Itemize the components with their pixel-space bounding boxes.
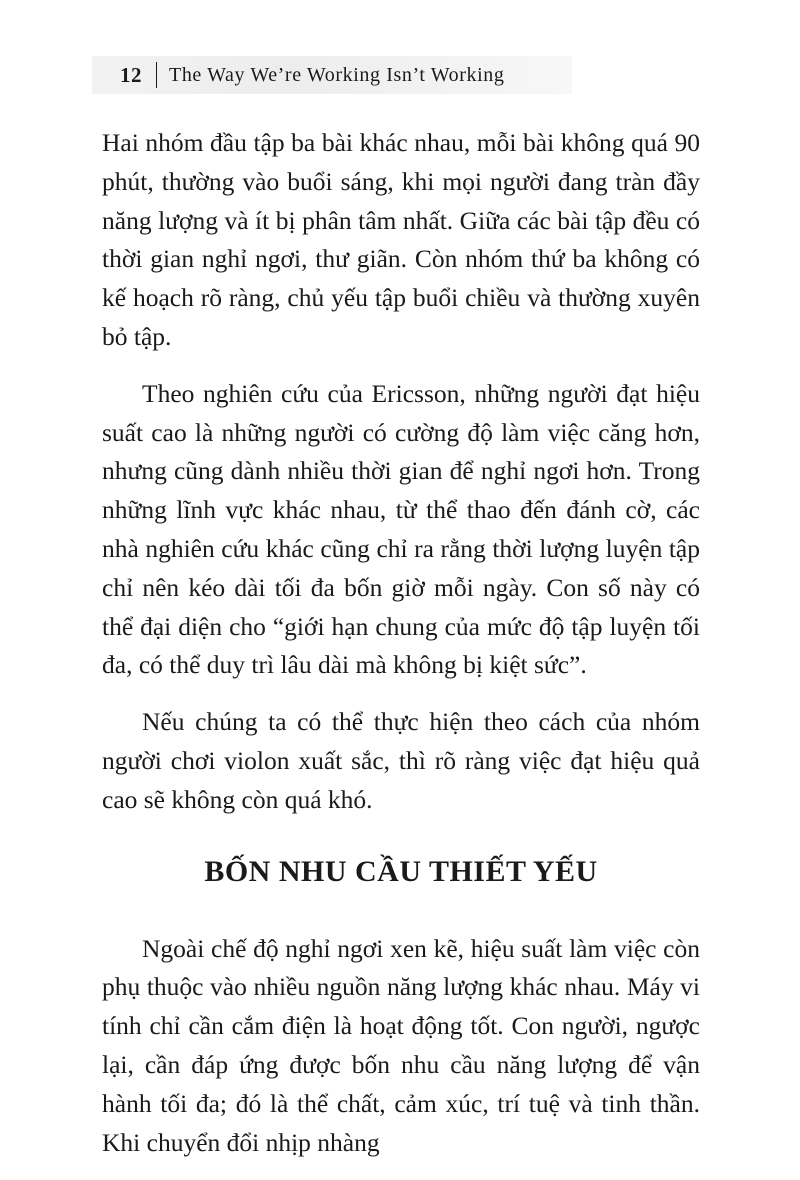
paragraph: Ngoài chế độ nghỉ ngơi xen kẽ, hiệu suất làm việc còn phụ thuộc vào nhiều nguồn năng lượng khác nhau. Máy vi tính chỉ cần cắm điện là hoạt động tốt. Con người, ngược lại, cần đáp ứng được bốn nhu cầu năng lượng để vận hành tối đa; đó là thể chất, cảm xúc, trí tuệ và tinh thần. Khi chuyển đổi nhịp nhàng <box>102 933 700 1157</box>
running-header <box>92 56 572 94</box>
paragraph: Hai nhóm đầu tập ba bài khác nhau, mỗi bài không quá 90 phút, thường vào buổi sáng, khi mọi người đang tràn đầy năng lượng và ít bị phân tâm nhất. Giữa các bài tập đều có thời gian nghỉ ngơi, thư giãn. Còn nhóm thứ ba không có kế hoạch rõ ràng, chủ yếu tập buổi chiều và thường xuyên bỏ tập. <box>102 128 700 351</box>
running-title: The Way We’re Working Isn’t Working <box>169 63 505 86</box>
paragraph: Theo nghiên cứu của Ericsson, những người đạt hiệu suất cao là những người có cường độ làm việc căng hơn, nhưng cũng dành nhiều thời gian để nghỉ ngơi hơn. Trong những lĩnh vực khác nhau, từ thể thao đến đánh cờ, các nhà nghiên cứu khác cũng chỉ ra rằng thời lượng luyện tập chỉ nên kéo dài tối đa bốn giờ mỗi ngày. Con số này có thể đại diện cho “giới hạn chung của mức độ tập luyện tối đa, có thể duy trì lâu dài mà không bị kiệt sức”. <box>102 378 700 680</box>
section-heading: BỐN NHU CẦU THIẾT YẾU <box>204 854 598 888</box>
page-body <box>102 124 700 1180</box>
paragraph: Nếu chúng ta có thể thực hiện theo cách của nhóm người chơi violon xuất sắc, thì rõ ràng việc đạt hiệu quả cao sẽ không còn quá khó. <box>102 707 700 814</box>
page-number: 12 <box>120 62 157 88</box>
